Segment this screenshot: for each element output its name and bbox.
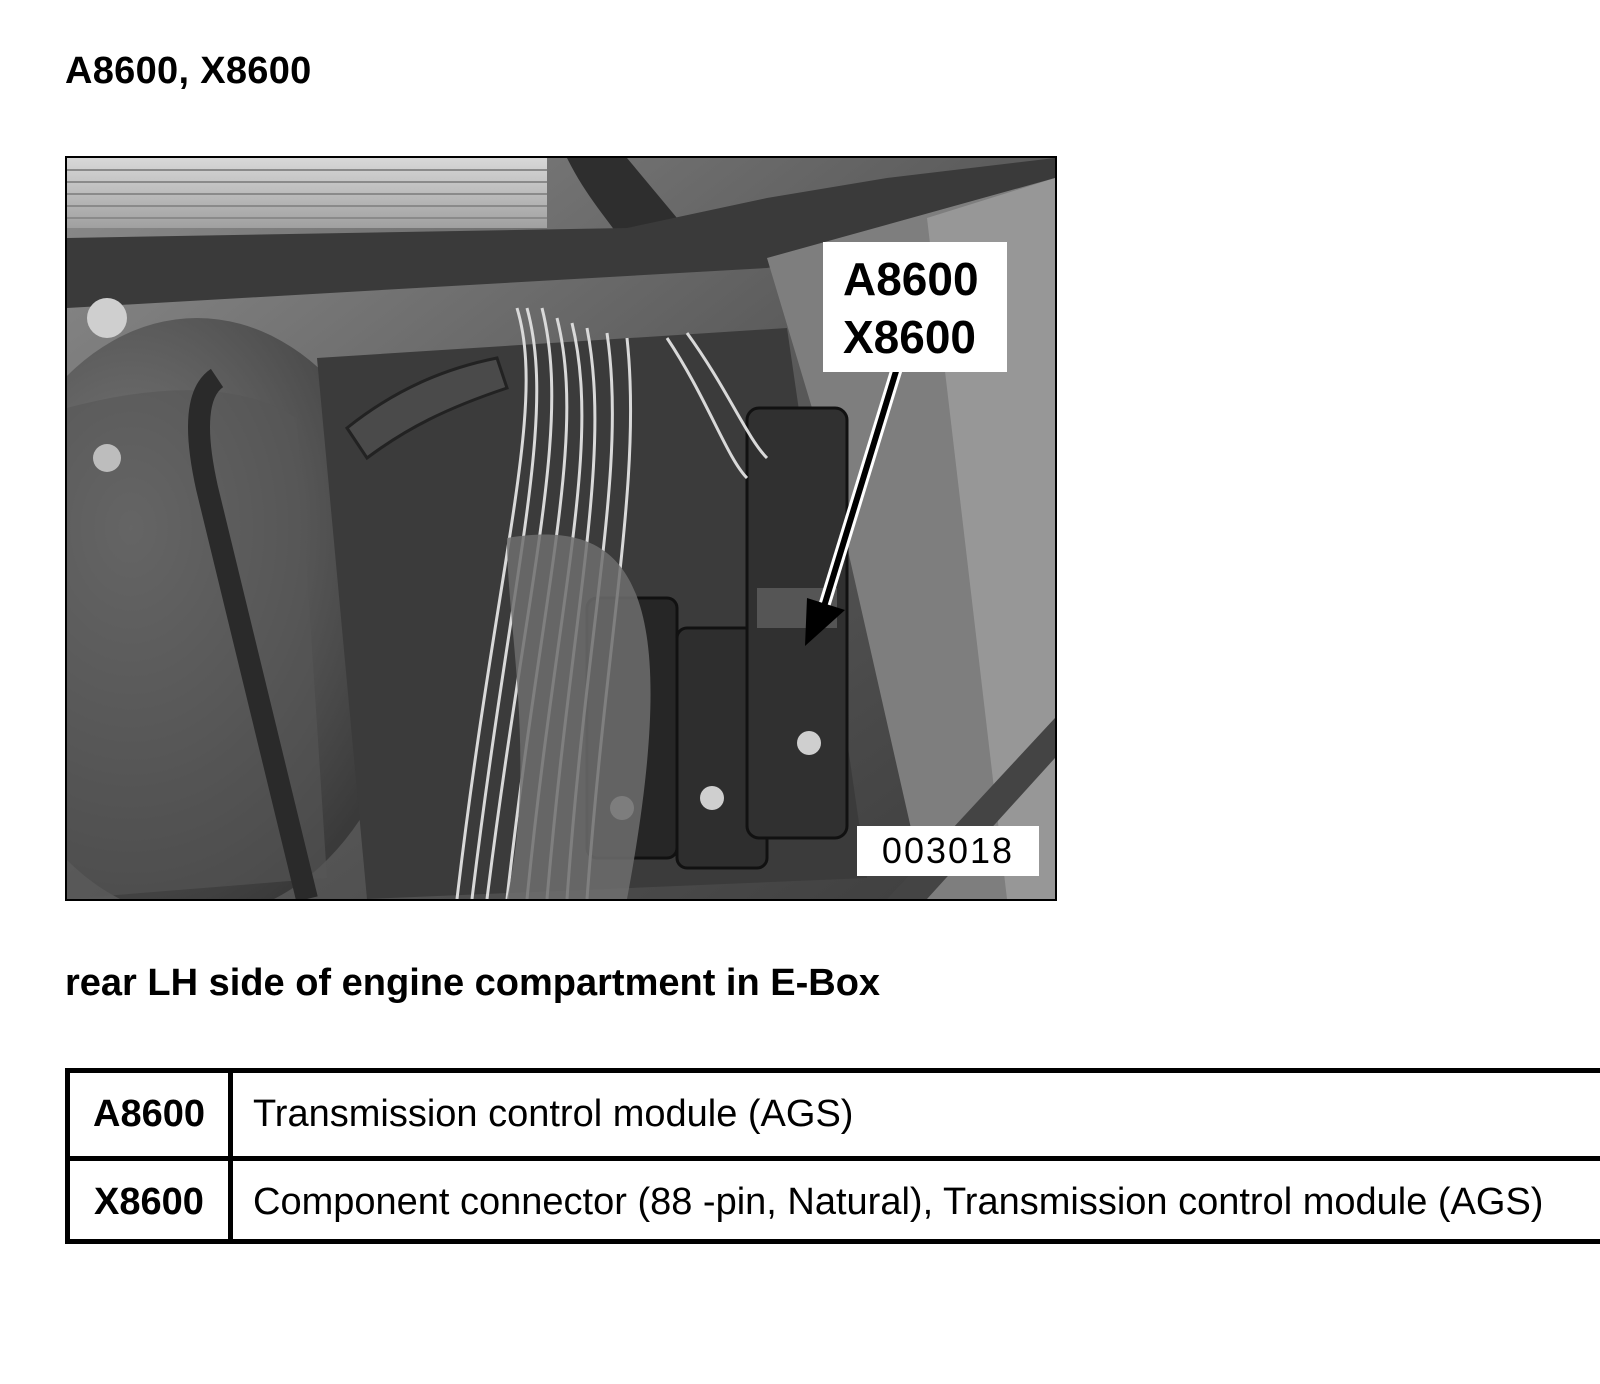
component-legend-table <box>65 1068 1600 1244</box>
engine-compartment-photo <box>65 156 1057 901</box>
image-reference-number: 003018 <box>857 826 1039 876</box>
callout-line-1: A8600 <box>843 253 979 305</box>
location-caption: rear LH side of engine compartment in E-Box <box>65 962 881 1004</box>
table-row <box>70 1073 1600 1156</box>
component-description: Component connector (88 -pin, Natural), Transmission control module (AGS) <box>253 1181 1544 1223</box>
page-title: A8600, X8600 <box>65 50 312 92</box>
callout-line-2: X8600 <box>843 311 977 363</box>
component-code: X8600 <box>70 1161 233 1244</box>
table-row <box>70 1156 1600 1244</box>
component-description: Transmission control module (AGS) <box>253 1093 854 1135</box>
component-code: A8600 <box>70 1073 233 1156</box>
component-callout <box>823 242 1007 372</box>
ribbed-cover <box>67 158 547 228</box>
